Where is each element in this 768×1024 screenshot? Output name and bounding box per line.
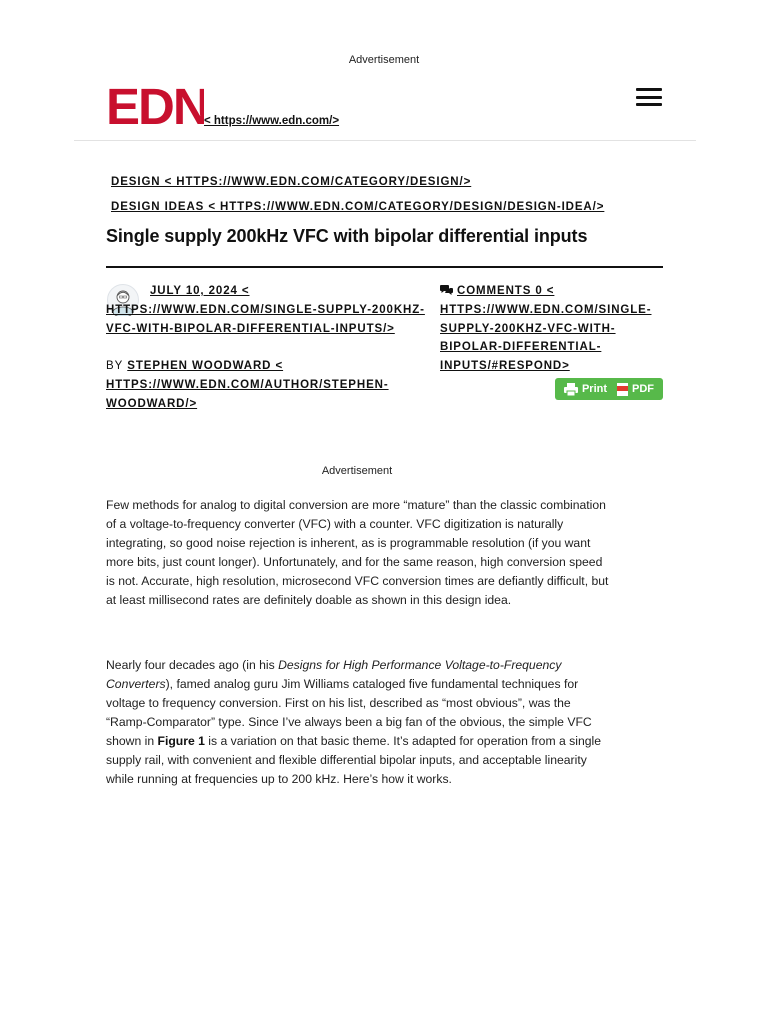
home-link[interactable]: < https://www.edn.com/> [204,115,340,127]
advertisement-label-mid: Advertisement [321,465,393,477]
comments-link[interactable]: COMMENTS 0 < HTTPS://WWW.EDN.COM/SINGLE-SUPPLY-200KHZ-VFC-WITH-BIPOLAR-DIFFERENTIAL-INPUTS/#RESPOND> [440,285,652,373]
para2-text-c: is a variation on that basic theme. It’s adapted for operation from a single supply rail, with convenient and flexible differential bipolar inputs, and acceptable linearity while running at frequencies up to 200 kHz. Here’s how it works. [106,734,601,786]
breadcrumb-design-ideas[interactable]: DESIGN IDEAS < HTTPS://WWW.EDN.COM/CATEGORY/DESIGN/DESIGN-IDEA/> [111,201,605,213]
post-date [106,282,436,338]
print-pdf-button[interactable] [555,378,663,400]
comments-icon [440,285,453,295]
para2-text-b: ), famed analog guru Jim Williams cataloged five fundamental techniques for voltage to frequency conversion. First on his list, described as “most obvious”, was the “Ramp-Comparator” type. Since I’ve always been a big fan of the obvious, the simple VFC shown in [106,677,592,748]
by-label: BY [106,360,124,372]
advertisement-label-top: Advertisement [348,54,420,66]
header-divider [74,140,696,141]
article-paragraph-2 [106,656,611,789]
figure-reference: Figure 1 [157,734,205,748]
book-title: Designs for High Performance Voltage-to-Frequency Converters [106,658,562,691]
date-link[interactable]: JULY 10, 2024 < HTTPS://WWW.EDN.COM/SINGLE-SUPPLY-200KHZ-VFC-WITH-BIPOLAR-DIFFERENTIAL-INPUTS/> [106,285,425,335]
printer-icon [564,383,578,396]
print-label: Print [581,383,608,395]
title-divider [106,266,663,268]
post-comments [440,282,666,376]
pdf-icon [617,383,628,396]
post-author [106,357,436,413]
article-paragraph-1: Few methods for analog to digital conversion are more “mature” than the classic combination of a voltage-to-frequency converter (VFC) with a counter. VFC digitization is naturally integrating, so good noise rejection is inherent, as is programmable resolution (if you want more bits, just count longer). Unfortunately, and for the same reason, high conversion speed is not. Accurate, high resolution, microsecond VFC conversion times are defiantly difficult, but at least millisecond rates are definitely doable as shown in this design idea. [106,498,609,607]
para2-text-a: Nearly four decades ago (in his [106,658,279,672]
article-title: Single supply 200kHz VFC with bipolar differential inputs [106,226,588,246]
logo-text: EDN [106,84,204,126]
hamburger-menu-icon[interactable] [636,88,662,108]
pdf-label: PDF [632,383,655,395]
author-link[interactable]: STEPHEN WOODWARD < HTTPS://WWW.EDN.COM/AUTHOR/STEPHEN-WOODWARD/> [106,360,389,410]
breadcrumb-design[interactable]: DESIGN < HTTPS://WWW.EDN.COM/CATEGORY/DESIGN/> [111,176,472,188]
edn-logo[interactable] [106,84,204,131]
edn-logo-mark [106,84,204,126]
